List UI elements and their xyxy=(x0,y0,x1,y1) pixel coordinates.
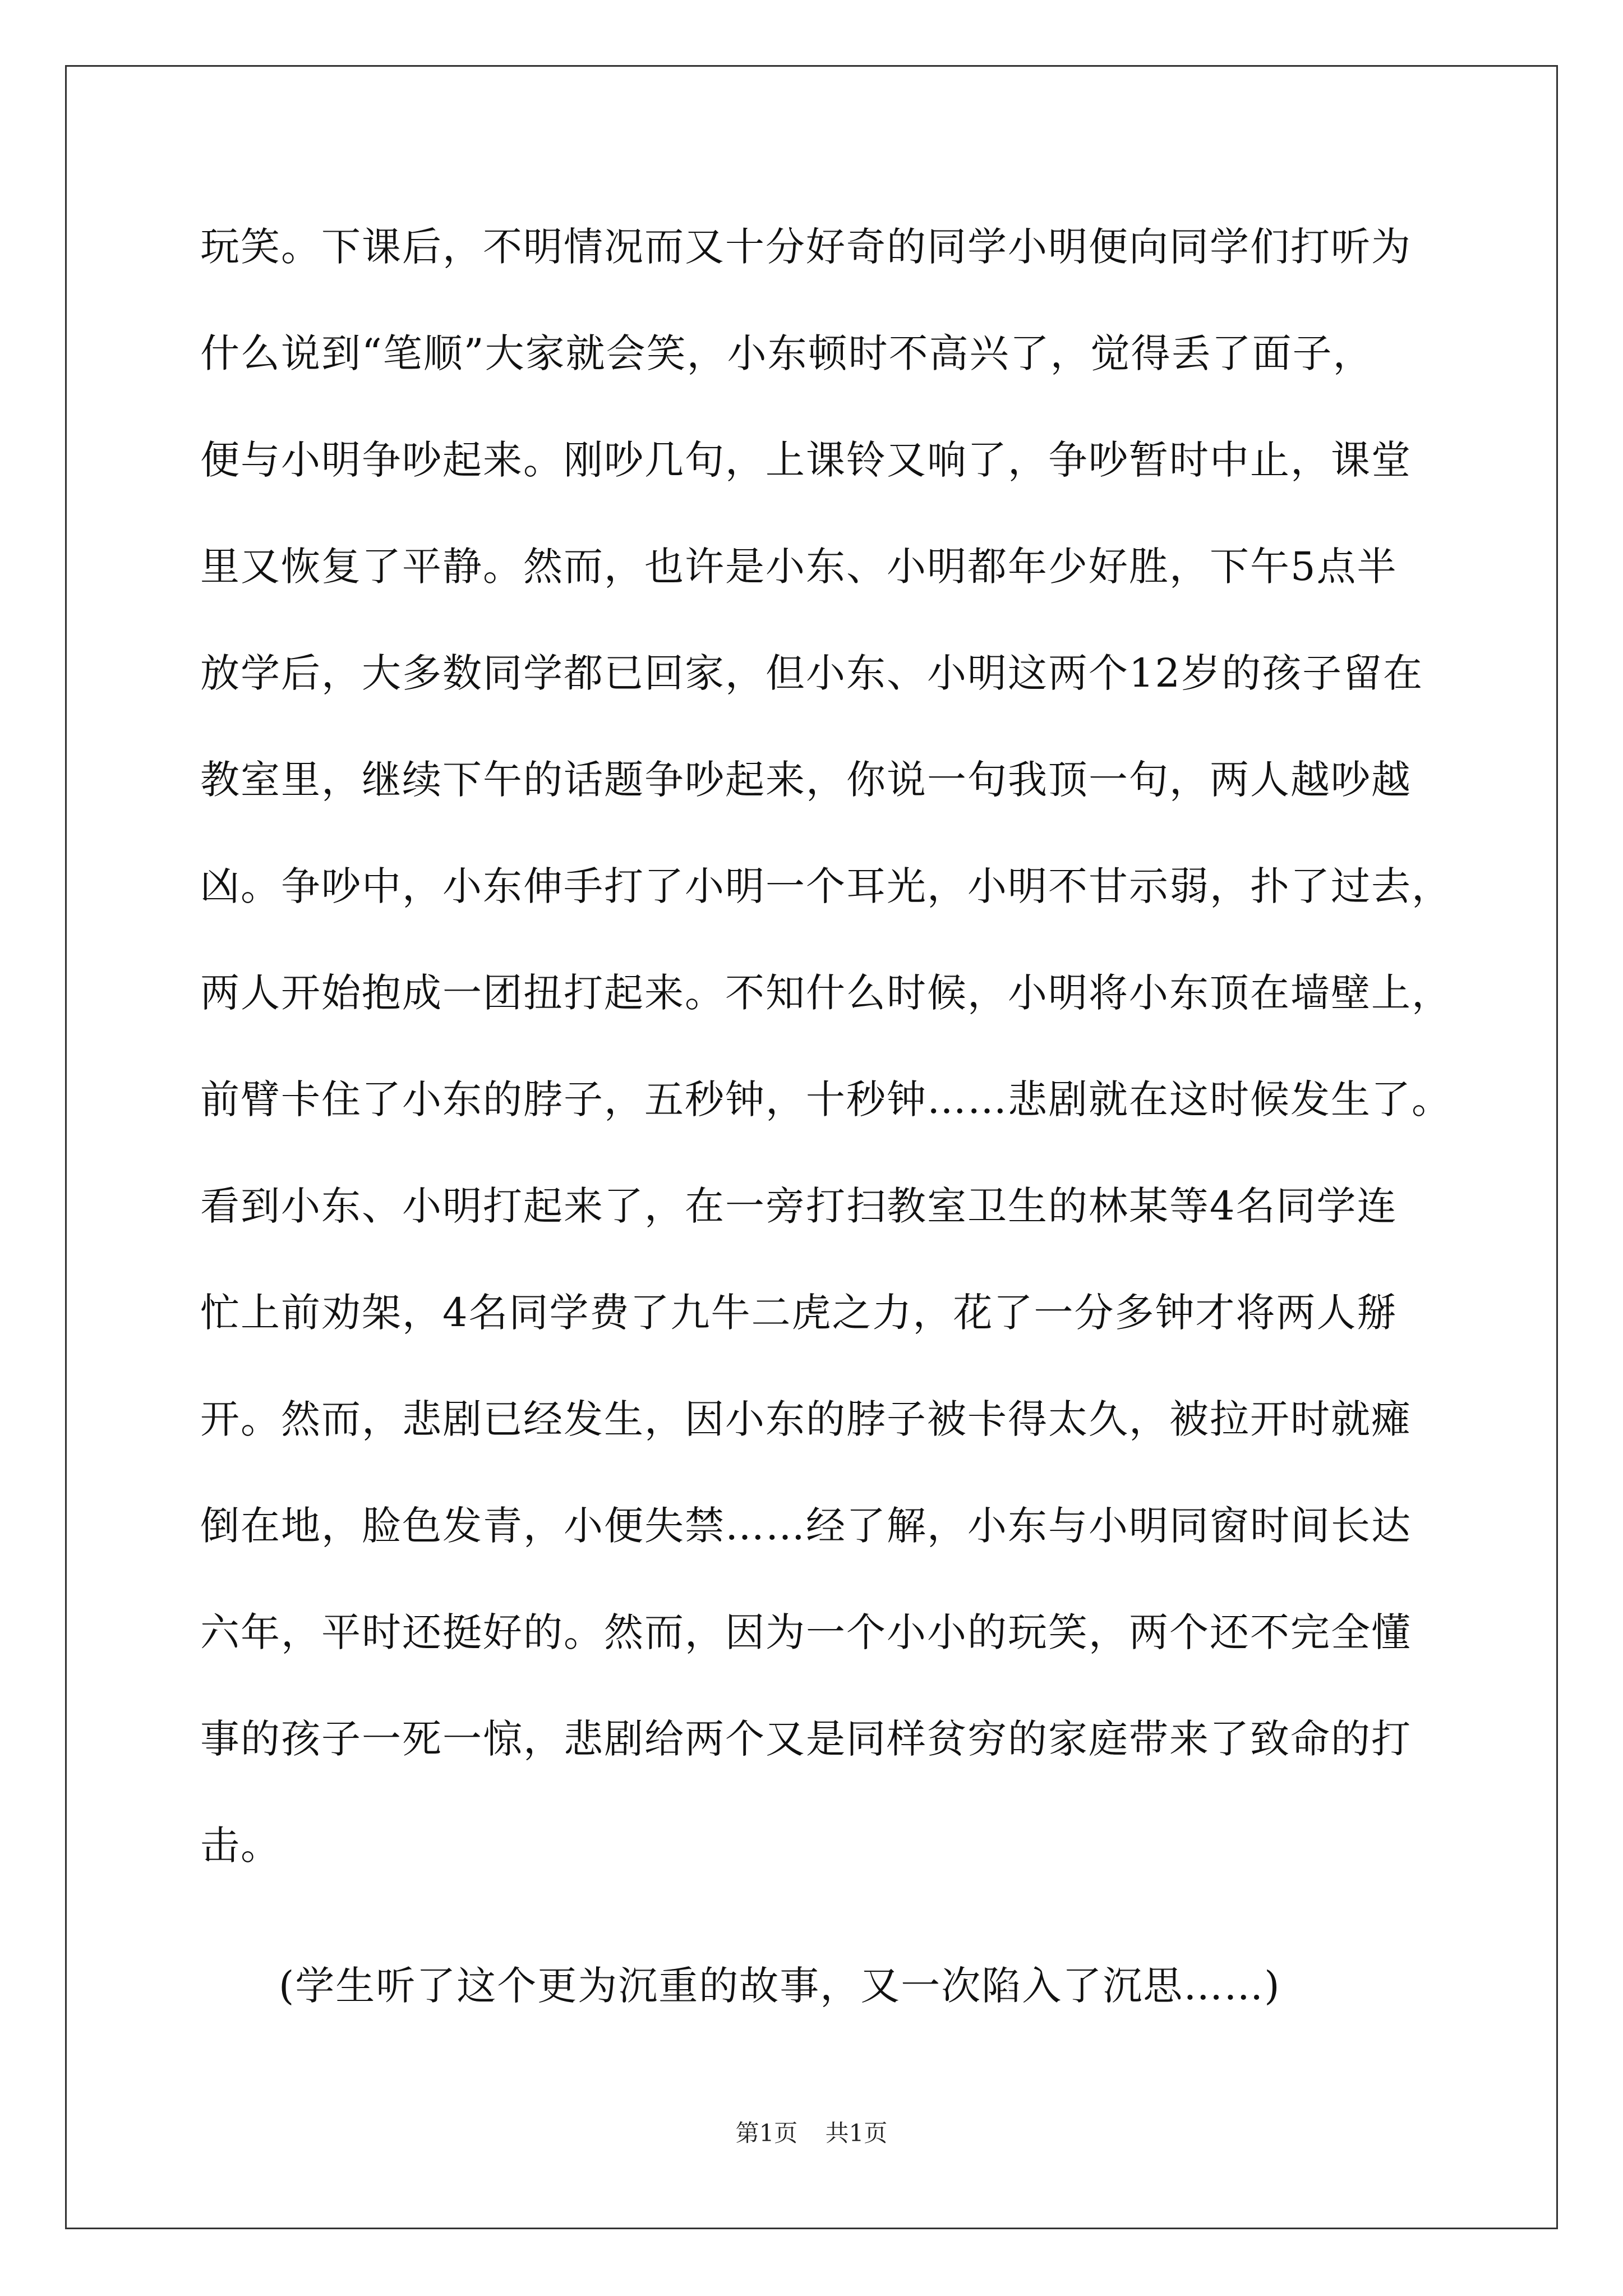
text-line: 里又恢复了平静。然而，也许是小东、小明都年少好胜，下午5点半 xyxy=(200,544,1398,590)
document-body xyxy=(200,213,1452,2059)
text-line: 凶。争吵中，小东伸手打了小明一个耳光，小明不甘示弱，扑了过去， xyxy=(200,863,1452,909)
text-line: 什么说到“笔顺”大家就会笑，小东顿时不高兴了，觉得丢了面子， xyxy=(200,330,1373,376)
closing-paragraph: (学生听了这个更为沉重的故事，又一次陷入了沉思……) xyxy=(279,1963,1281,2009)
page-total: 共1页 xyxy=(825,2119,888,2147)
text-line: 便与小明争吵起来。刚吵几句，上课铃又响了，争吵暂时中止，课堂 xyxy=(200,437,1412,483)
page-number: 第1页 xyxy=(735,2119,798,2147)
text-line: 两人开始抱成一团扭打起来。不知什么时候，小明将小东顶在墙壁上， xyxy=(200,970,1452,1016)
text-line: 开。然而，悲剧已经发生，因小东的脖子被卡得太久，被拉开时就瘫 xyxy=(200,1396,1412,1442)
text-line: 放学后，大多数同学都已回家，但小东、小明这两个12岁的孩子留在 xyxy=(200,650,1424,696)
text-line: 忙上前劝架，4名同学费了九牛二虎之力，花了一分多钟才将两人掰 xyxy=(200,1290,1398,1336)
text-line: 教室里，继续下午的话题争吵起来，你说一句我顶一句，两人越吵越 xyxy=(200,757,1412,803)
text-line: 看到小东、小明打起来了，在一旁打扫教室卫生的林某等4名同学连 xyxy=(200,1183,1398,1229)
text-line: 击。 xyxy=(200,1823,281,1869)
page-footer xyxy=(0,2115,1623,2148)
text-line: 玩笑。下课后，不明情况而又十分好奇的同学小明便向同学们打听为 xyxy=(200,224,1412,270)
text-line: 六年，平时还挺好的。然而，因为一个小小的玩笑，两个还不完全懂 xyxy=(200,1609,1412,1655)
text-line: 事的孩子一死一惊，悲剧给两个又是同样贫穷的家庭带来了致命的打 xyxy=(200,1716,1412,1762)
text-line: 前臂卡住了小东的脖子，五秒钟，十秒钟……悲剧就在这时候发生了。 xyxy=(200,1076,1452,1122)
text-line: 倒在地，脸色发青，小便失禁……经了解，小东与小明同窗时间长达 xyxy=(200,1503,1412,1549)
